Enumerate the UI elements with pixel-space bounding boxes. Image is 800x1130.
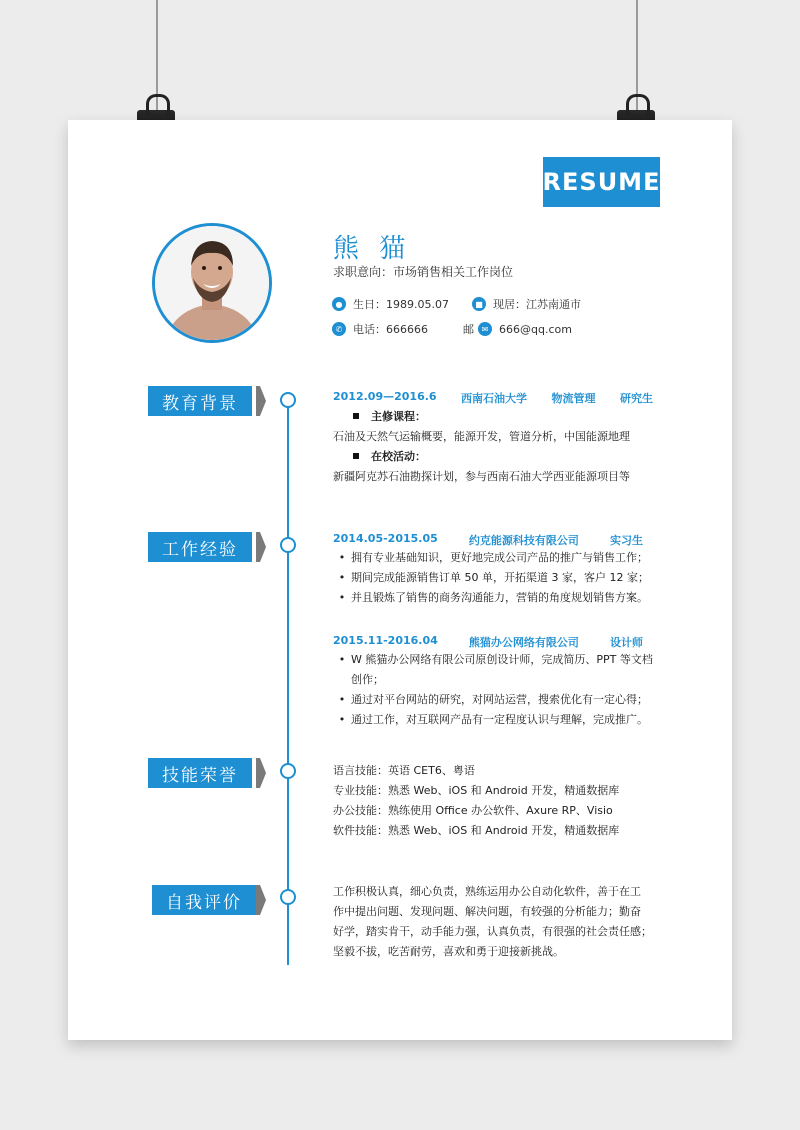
- timeline-dot: [280, 889, 296, 905]
- list-item: • 并且锻炼了销售的商务沟通能力，营销的角度规划销售方案。: [338, 591, 648, 604]
- phone-text: 电话：666666: [353, 323, 428, 336]
- timeline-line: [287, 395, 289, 965]
- skill-line: 专业技能：熟悉 Web、iOS 和 Android 开发，精通数据库: [333, 784, 620, 797]
- job-company: 熊猫办公网络有限公司: [468, 636, 579, 649]
- work-block-1: [333, 532, 653, 608]
- skill-line: 软件技能：熟悉 Web、iOS 和 Android 开发，精通数据库: [333, 824, 620, 837]
- job-company: 约克能源科技有限公司: [468, 534, 579, 547]
- activities-text: 新疆阿克苏石油勘探计划，参与西南石油大学西亚能源项目等: [333, 470, 630, 483]
- timeline-dot: [280, 763, 296, 779]
- location-text: 现居：江苏南通市: [493, 298, 581, 311]
- section-arrow: [256, 885, 266, 915]
- square-bullet: [353, 413, 359, 419]
- location-info: [472, 296, 581, 312]
- list-item: • 通过对平台网站的研究，对网站运营，搜索优化有一定心得；: [338, 693, 648, 706]
- list-item: • 期间完成能源销售订单 50 单，开拓渠道 3 家，客户 12 家；: [338, 571, 649, 584]
- candidate-name: 熊 猫: [333, 234, 412, 264]
- mail-icon: ✉: [478, 322, 492, 336]
- activities-title: 在校活动：: [371, 450, 426, 463]
- email-info: [463, 321, 572, 337]
- section-arrow: [256, 532, 266, 562]
- education-block: [333, 390, 653, 487]
- job-period: 2015.11-2016.04: [333, 634, 438, 647]
- birth-info: [332, 296, 449, 312]
- self-eval-line: 坚毅不拔，吃苦耐劳，喜欢和勇于迎接新挑战。: [333, 945, 564, 958]
- timeline-dot: [280, 392, 296, 408]
- skill-line: 语言技能：英语 CET6、粤语: [333, 764, 475, 777]
- email-prefix: 邮: [463, 323, 474, 336]
- list-item: • 拥有专业基础知识，更好地完成公司产品的推广与销售工作；: [338, 551, 648, 564]
- phone-info: [332, 321, 428, 337]
- location-icon: ■: [472, 297, 486, 311]
- edu-school: 西南石油大学: [461, 392, 528, 405]
- birth-text: 生日：1989.05.07: [353, 298, 449, 311]
- edu-degree: 研究生: [619, 392, 653, 405]
- list-item: • 通过工作，对互联网产品有一定程度认识与理解，完成推广。: [338, 713, 648, 726]
- edu-period: 2012.09—2016.6: [333, 390, 437, 403]
- resume-paper: [68, 120, 732, 1040]
- skills-block: [333, 761, 653, 841]
- section-label-self: 自我评价: [152, 885, 256, 915]
- self-eval-line: 工作积极认真，细心负责，熟练运用办公自动化软件，善于在工: [333, 885, 641, 898]
- section-arrow: [256, 386, 266, 416]
- section-label-work: 工作经验: [148, 532, 252, 562]
- section-label-skills: 技能荣誉: [148, 758, 252, 788]
- email-text[interactable]: 666@qq.com: [499, 322, 572, 336]
- job-role: 实习生: [610, 534, 643, 547]
- user-icon: ●: [332, 297, 346, 311]
- self-eval-block: [333, 882, 653, 962]
- job-period: 2014.05-2015.05: [333, 532, 438, 545]
- edu-major: 物流管理: [551, 392, 596, 405]
- work-block-2: [333, 634, 653, 730]
- portrait-photo: [155, 226, 269, 340]
- skill-line: 办公技能：熟练使用 Office 办公软件、Axure RP、Visio: [333, 804, 613, 817]
- self-eval-line: 好学，踏实肯干，动手能力强，认真负责，有很强的社会责任感；: [333, 925, 652, 938]
- list-item: • W 熊猫办公网络有限公司原创设计师，完成简历、PPT 等文档创作；: [338, 653, 653, 686]
- square-bullet: [353, 453, 359, 459]
- courses-text: 石油及天然气运输概要，能源开发，管道分析，中国能源地理: [333, 430, 630, 443]
- job-role: 设计师: [610, 636, 643, 649]
- avatar: [152, 223, 272, 343]
- job-intent: 求职意向：市场销售相关工作岗位: [333, 265, 514, 279]
- section-arrow: [256, 758, 266, 788]
- resume-tag: RESUME: [543, 157, 660, 207]
- phone-icon: ✆: [332, 322, 346, 336]
- self-eval-line: 作中提出问题、发现问题、解决问题，有较强的分析能力；勤奋: [333, 905, 641, 918]
- section-label-education: 教育背景: [148, 386, 252, 416]
- timeline-dot: [280, 537, 296, 553]
- courses-title: 主修课程：: [371, 410, 426, 423]
